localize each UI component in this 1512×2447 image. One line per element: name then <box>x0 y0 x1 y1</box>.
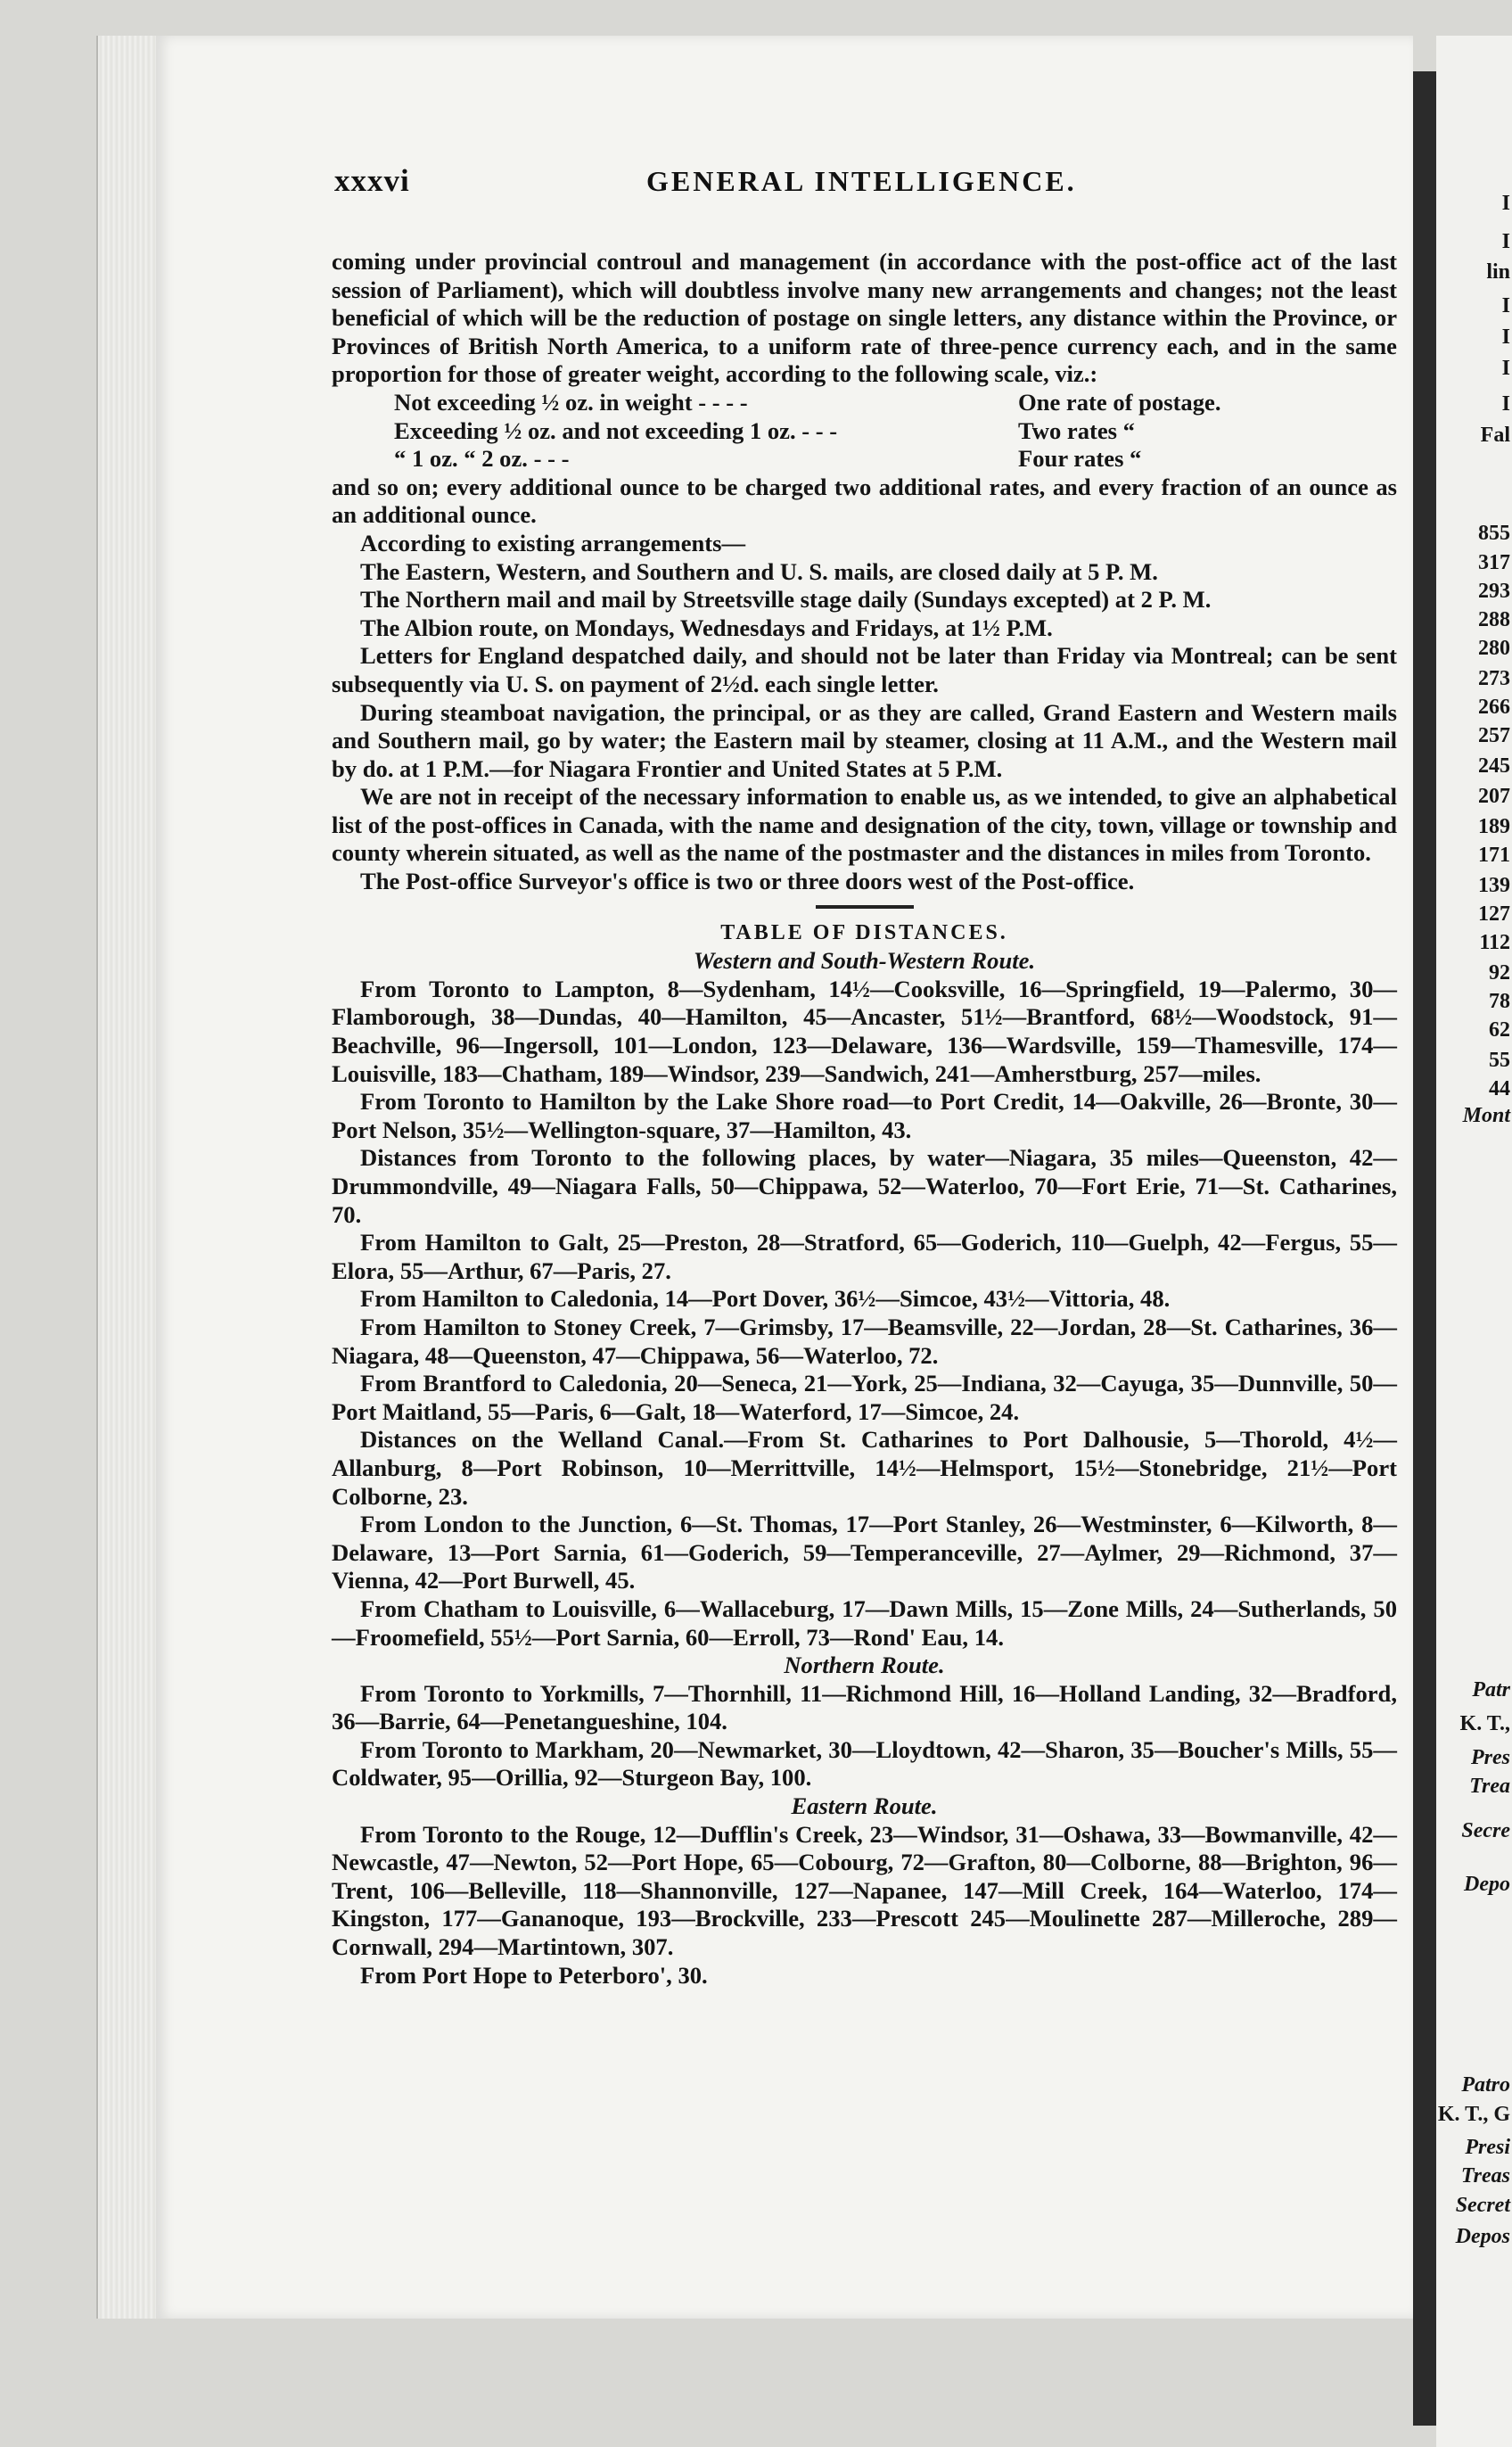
adjacent-page-text: 78 <box>1489 990 1510 1013</box>
distance-paragraph: From Port Hope to Peterboro', 30. <box>360 1961 708 1989</box>
page-title: GENERAL INTELLIGENCE. <box>646 165 1077 197</box>
distance-paragraph: From Toronto to the Rouge, 12—Dufflin's Creek, 23—Windsor, 31—Oshawa, 33—Bowmanville, 42—Newcastle, 47—Newton, 52—Port Hope, 65—Cobourg, 72—Grafton, 80—Colborne, 88—Brighton, 96—Trent, 106—Belleville, 118—Shannonville, 127—Napanee, 147—Mill Creek, 164—Waterloo, 174—Kingston, 177—Gananoque, 193—Brockville, 233—Prescott 245—Moulinette 287—Milleroche, 289—Cornwall, 294—Martintown, 307. <box>332 1820 1397 1961</box>
arrangement-paragraph: The Albion route, on Mondays, Wednesdays and Fridays, at 1½ P.M. <box>360 614 1053 641</box>
adjacent-page-text: 139 <box>1478 874 1510 897</box>
adjacent-page-text: Trea <box>1469 1775 1510 1798</box>
adjacent-page-text: 171 <box>1478 844 1510 867</box>
adjacent-page-text: 207 <box>1478 785 1510 808</box>
adjacent-page-text: K. T., <box>1459 1712 1510 1735</box>
adjacent-page-text: Secret <box>1455 2194 1510 2217</box>
distance-paragraph: From Hamilton to Galt, 25—Preston, 28—Stratford, 65—Goderich, 110—Guelph, 42—Fergus, 55—Elora, 55—Arthur, 67—Paris, 27. <box>332 1229 1397 1284</box>
arrangement-paragraph: Letters for England despatched daily, and should not be later than Friday via Montreal; can be sent subsequently via U. S. on payment of 2½d. each single letter. <box>332 642 1397 697</box>
rate-value: One rate of postage. <box>1018 388 1221 416</box>
book-page-edges <box>96 36 160 2319</box>
adjacent-page-text: Depos <box>1455 2225 1510 2248</box>
distance-paragraph: From Hamilton to Caledonia, 14—Port Dover, 36½—Simcoe, 43½—Vittoria, 48. <box>360 1285 1171 1313</box>
adjacent-page-text: 273 <box>1478 667 1510 690</box>
rate-weight: Not exceeding ½ oz. in weight - - - - <box>394 388 748 416</box>
western-route-heading: Western and South-Western Route. <box>693 947 1036 975</box>
adjacent-page-text: 189 <box>1478 815 1510 838</box>
table-of-distances-title: TABLE OF DISTANCES. <box>720 920 1008 944</box>
arrangement-paragraph: We are not in receipt of the necessary information to enable us, as we intended, to give an alphabetical list of the post-offices in Canada, with the name and designation of the city, town, village or township and county wherein situated, as well as the name of the postmaster and the distances in miles from Toronto. <box>332 783 1397 867</box>
adjacent-page-text: 245 <box>1478 754 1510 778</box>
adjacent-page-text: Mont <box>1462 1104 1510 1127</box>
distance-paragraph: From Toronto to Markham, 20—Newmarket, 30—Lloydtown, 42—Sharon, 35—Boucher's Mills, 55—Coldwater, 95—Orillia, 92—Sturgeon Bay, 100. <box>332 1735 1397 1792</box>
arrangement-paragraph: During steamboat navigation, the principal, or as they are called, Grand Eastern and Western mails and Southern mail, go by water; the Eastern mail by steamer, closing at 11 A.M., and the Western mail by do. at 1 P.M.—for Niagara Frontier and United States at 5 P.M. <box>332 698 1397 782</box>
distance-paragraph: From London to the Junction, 6—St. Thomas, 17—Port Stanley, 26—Westminster, 6—Kilworth, 8—Delaware, 13—Port Sarnia, 61—Goderich, 59—Temperanceville, 27—Aylmer, 29—Richmond, 37—Vienna, 42—Port Burwell, 45. <box>332 1511 1397 1594</box>
adjacent-page-text: Pres <box>1471 1746 1510 1769</box>
adjacent-page-text: 55 <box>1489 1049 1510 1072</box>
postage-rate-scale <box>332 389 1397 474</box>
adjacent-page-text: I <box>1501 357 1510 380</box>
book-gutter <box>1413 71 1436 2426</box>
adjacent-page-fragment <box>1436 36 1512 2447</box>
northern-route-heading: Northern Route. <box>784 1652 945 1679</box>
adjacent-page-text: K. T., G <box>1437 2103 1510 2126</box>
distance-paragraph: Distances from Toronto to the following places, by water—Niagara, 35 miles—Queenston, 42—Drummondville, 49—Niagara Falls, 50—Chippawa, 52—Waterloo, 70—Fort Erie, 71—St. Catharines, 70. <box>332 1144 1397 1228</box>
rate-weight: “ 1 oz. “ 2 oz. - - - <box>394 445 570 473</box>
section-divider <box>816 905 914 909</box>
distance-paragraph: From Toronto to Yorkmills, 7—Thornhill, 11—Richmond Hill, 16—Holland Landing, 32—Bradford, 36—Barrie, 64—Penetangueshine, 104. <box>332 1679 1397 1735</box>
adjacent-page-text: Patr <box>1472 1678 1510 1701</box>
adjacent-page-text: I <box>1501 230 1510 253</box>
adjacent-page-text: I <box>1501 294 1510 317</box>
arrangement-paragraph: The Eastern, Western, and Southern and U. S. mails, are closed daily at 5 P. M. <box>360 557 1158 585</box>
adjacent-page-text: Presi <box>1465 2136 1510 2159</box>
adjacent-page-text: Depo <box>1464 1873 1510 1896</box>
adjacent-page-text: I <box>1501 325 1510 349</box>
rate-row <box>332 417 1397 446</box>
adjacent-page-text: Treas <box>1460 2164 1510 2187</box>
adjacent-page-text: Fal <box>1480 424 1510 447</box>
arrangement-paragraph: According to existing arrangements— <box>360 529 746 556</box>
adjacent-page-text: 317 <box>1478 551 1510 574</box>
distance-paragraph: Distances on the Welland Canal.—From St. Catharines to Port Dalhousie, 5—Thorold, 4½—Allanburg, 8—Port Robinson, 10—Merrittville, 14½—Helmsport, 15½—Stonebridge, 21½—Port Colborne, 23. <box>332 1426 1397 1510</box>
adjacent-page-text: 280 <box>1478 637 1510 660</box>
adjacent-page-text: 127 <box>1478 902 1510 926</box>
distance-paragraph: From Brantford to Caledonia, 20—Seneca, 21—York, 25—Indiana, 32—Cayuga, 35—Dunnville, 50—Port Maitland, 55—Paris, 6—Galt, 18—Waterford, 17—Simcoe, 24. <box>332 1370 1397 1425</box>
adjacent-page-text: 92 <box>1489 961 1510 985</box>
adjacent-page-text: 257 <box>1478 724 1510 747</box>
rate-value: Four rates “ <box>1018 445 1142 473</box>
adjacent-page-text: 288 <box>1478 608 1510 631</box>
after-rates-paragraph: and so on; every additional ounce to be charged two additional rates, and every fraction of an ounce as an additional ounce. <box>332 473 1397 529</box>
page-number: xxxvi <box>334 163 410 198</box>
rate-weight: Exceeding ½ oz. and not exceeding 1 oz. - - - <box>394 416 838 444</box>
running-head <box>334 163 1395 208</box>
distance-paragraph: From Chatham to Louisville, 6—Wallaceburg, 17—Dawn Mills, 15—Zone Mills, 24—Sutherlands, 50—Froomefield, 55½—Port Sarnia, 60—Erroll, 73—Rond' Eau, 14. <box>332 1594 1397 1651</box>
adjacent-page-text: 293 <box>1478 580 1510 603</box>
distance-paragraph: From Toronto to Hamilton by the Lake Shore road—to Port Credit, 14—Oakville, 26—Bronte, 30—Port Nelson, 35½—Wellington-square, 37—Hamilton, 43. <box>332 1088 1397 1143</box>
rate-row <box>332 445 1397 474</box>
adjacent-page-text: Patro <box>1461 2073 1510 2097</box>
distance-paragraph: From Hamilton to Stoney Creek, 7—Grimsby, 17—Beamsville, 22—Jordan, 28—St. Catharines, 36—Niagara, 48—Queenston, 47—Chippawa, 56—Waterloo, 72. <box>332 1313 1397 1369</box>
eastern-route-heading: Eastern Route. <box>791 1792 938 1820</box>
adjacent-page-text: 855 <box>1478 522 1510 545</box>
adjacent-page-text: I <box>1501 392 1510 416</box>
adjacent-page-text: 62 <box>1489 1018 1510 1042</box>
adjacent-page-text: 112 <box>1479 931 1510 954</box>
distance-paragraph: From Toronto to Lampton, 8—Sydenham, 14½—Cooksville, 16—Springfield, 19—Palermo, 30—Flamborough, 38—Dundas, 40—Hamilton, 45—Ancaster, 51½—Brantford, 68½—Woodstock, 91—Beachville, 96—Ingersoll, 101—London, 123—Delaware, 136—Wardsville, 159—Thamesville, 174—Louisville, 183—Chatham, 189—Windsor, 239—Sandwich, 241—Amherstburg, 257—miles. <box>332 975 1397 1087</box>
adjacent-page-text: Secre <box>1461 1819 1510 1842</box>
arrangement-paragraph: The Northern mail and mail by Streetsville stage daily (Sundays excepted) at 2 P. M. <box>360 586 1212 614</box>
adjacent-page-text: lin <box>1486 260 1510 284</box>
intro-paragraph: coming under provincial controul and management (in accordance with the post-office act of the last session of Parliament), which will doubtless involve many new arrangements and changes; not the least beneficial of which will be the reduction of postage on single letters, any distance within the Province, or Provinces of British North America, to a uniform rate of three-pence currency each, and in the same proportion for those of greater weight, according to the following scale, viz.: <box>332 248 1397 388</box>
rate-value: Two rates “ <box>1018 416 1135 444</box>
adjacent-page-text: I <box>1501 192 1510 215</box>
arrangement-paragraph: The Post-office Surveyor's office is two or three doors west of the Post-office. <box>360 868 1135 895</box>
adjacent-page-text: 44 <box>1489 1077 1510 1100</box>
adjacent-page-text: 266 <box>1478 696 1510 719</box>
rate-row <box>332 389 1397 417</box>
page-body <box>332 248 1397 1990</box>
